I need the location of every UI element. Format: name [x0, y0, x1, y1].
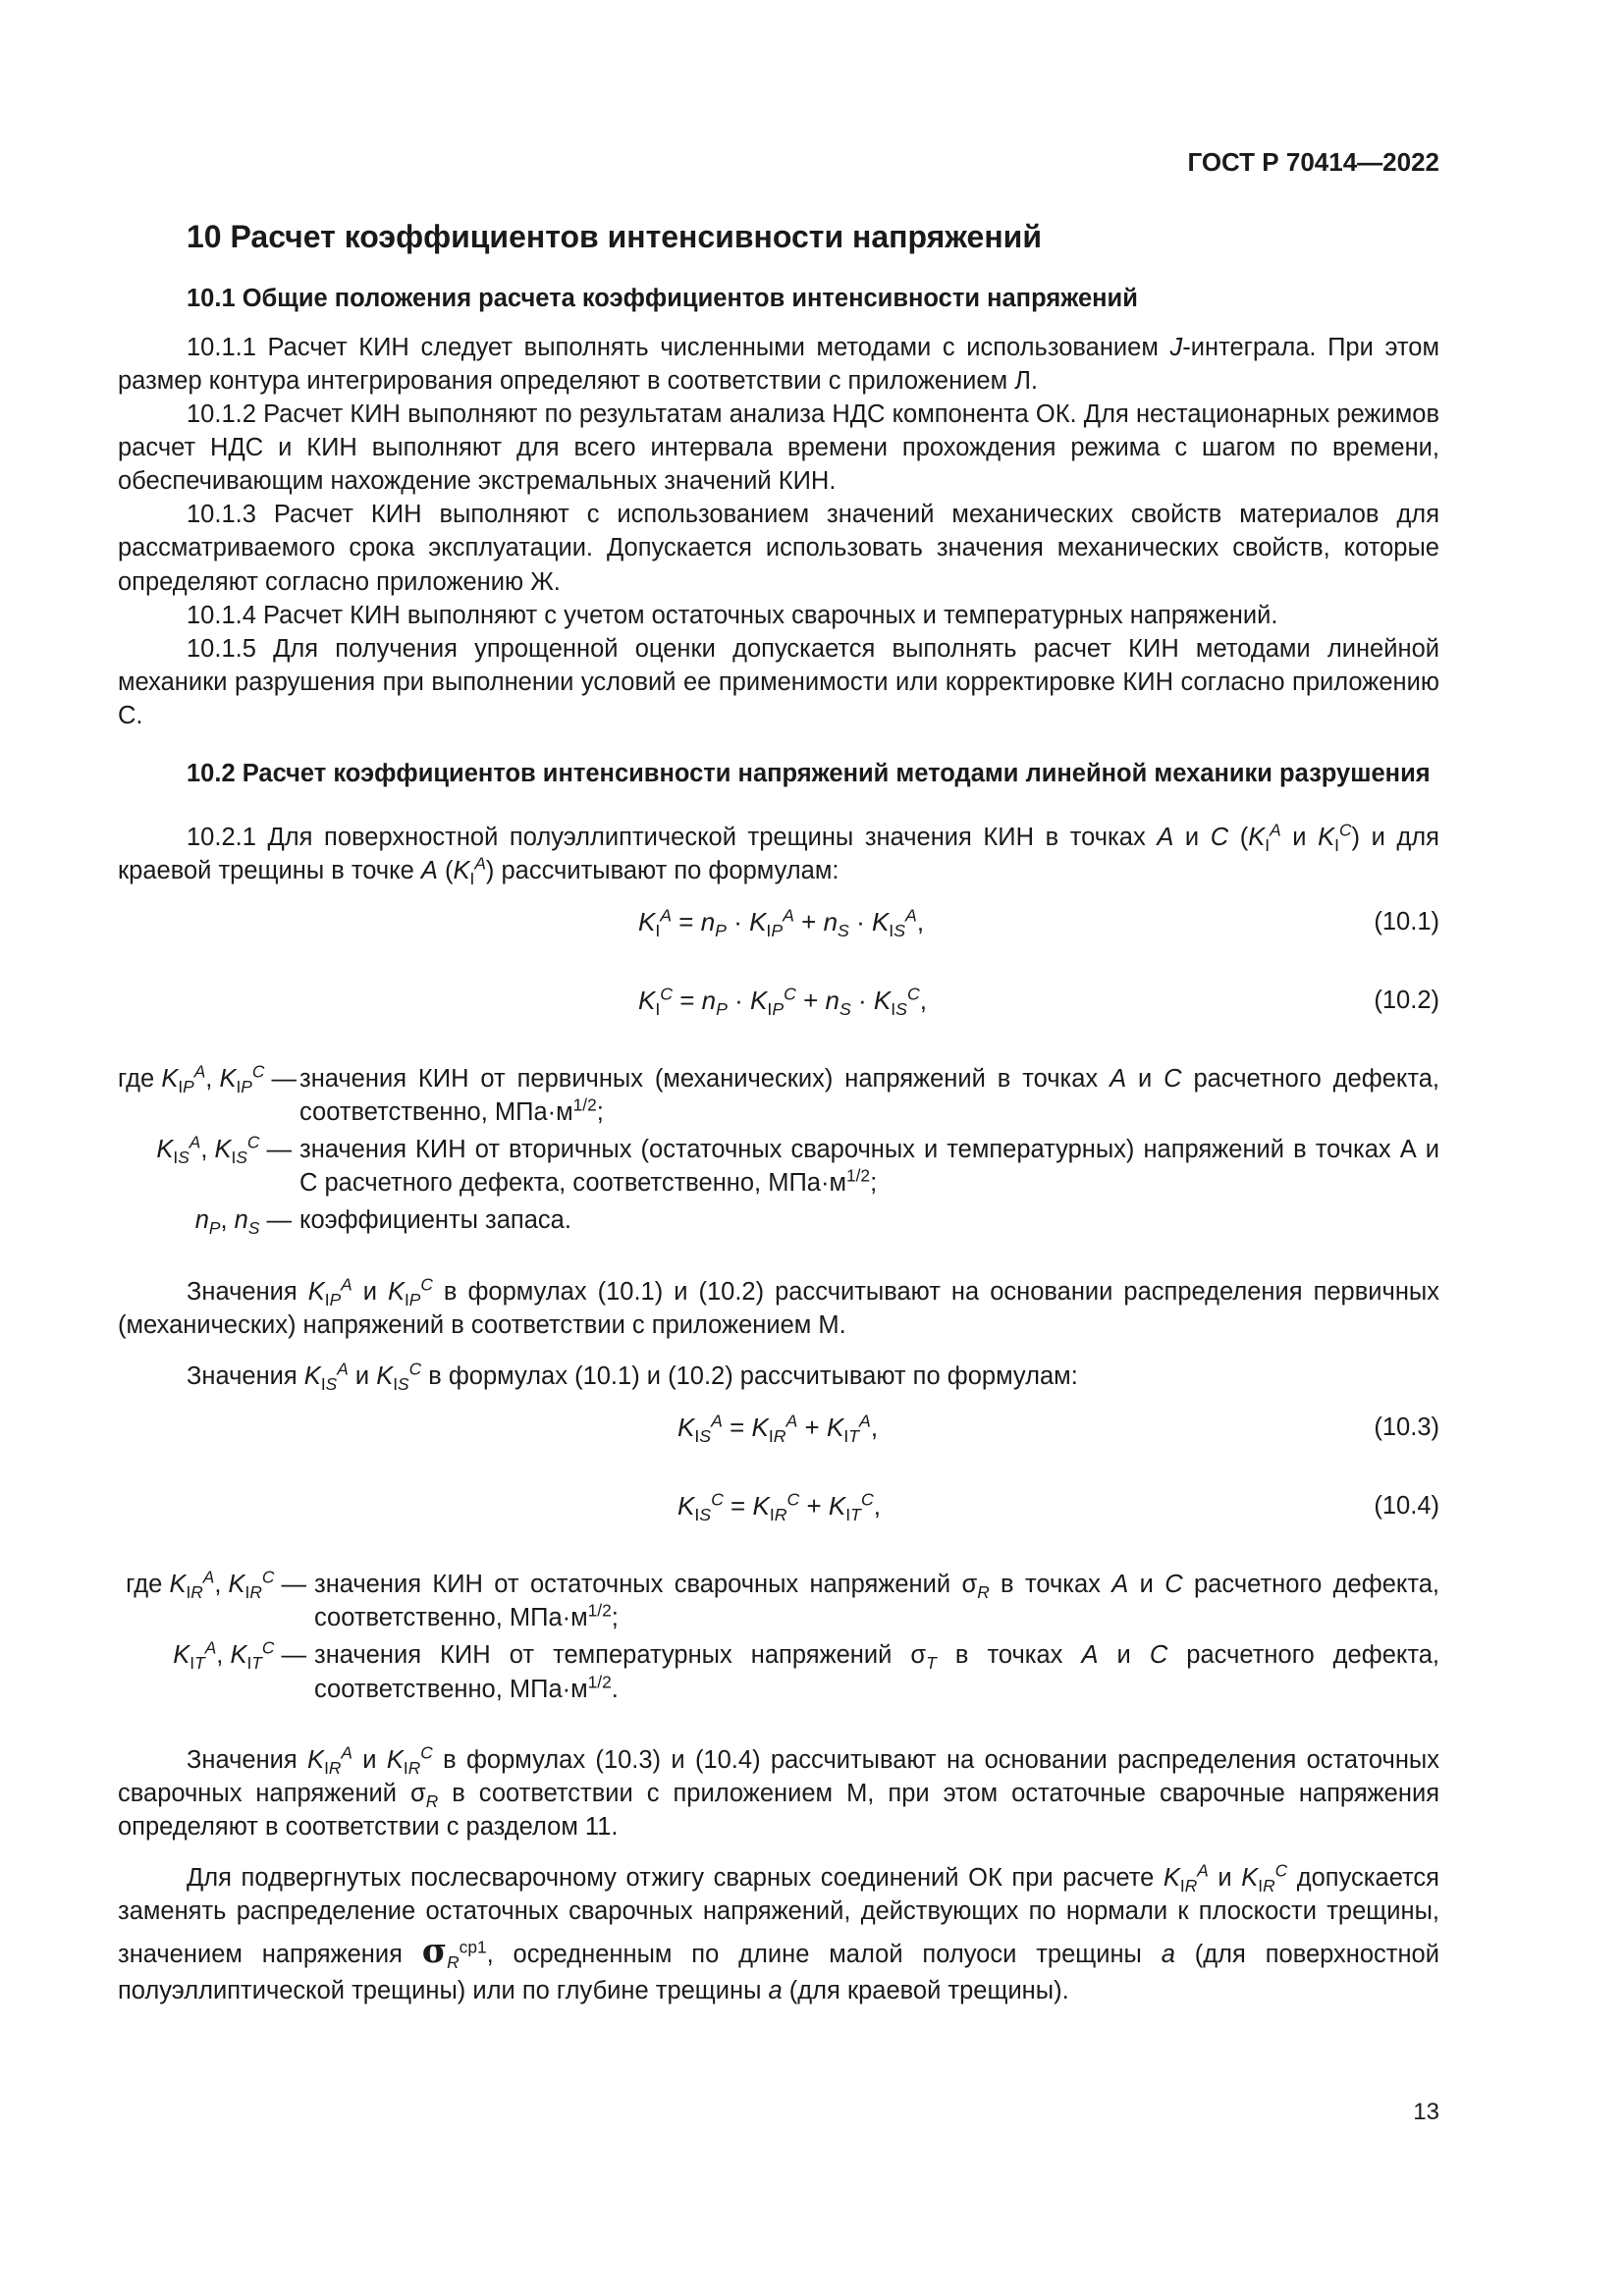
- where-description: значения КИН от первичных (механических) напряжений в точках A и C расчетного дефекта, соответственно, $МПа\cdot м^{1/2}$;: [299, 1064, 1439, 1127]
- formula-expression: $K_I^C = n_P \cdot K_{IP}^C + n_S \cdot K_{IS}^C$,: [638, 984, 927, 1020]
- where-symbol: $K_{IS}^A$, $K_{IS}^C$ —: [156, 1132, 292, 1168]
- formula-number: (10.2): [1374, 986, 1439, 1014]
- formula-expression: $K_{IS}^C = K_{IR}^C + K_{IT}^C$,: [677, 1489, 881, 1525]
- formula-expression: $K_I^A = n_P \cdot K_{IP}^A + n_S \cdot K_{IS}^A$,: [638, 905, 925, 941]
- paragraph-10-1-4: 10.1.4 Расчет КИН выполняют с учетом остаточных сварочных и температурных напряжений.: [187, 601, 1278, 629]
- paragraph-kip-values: Значения $K_{IP}^A$ и $K_{IP}^C$ в формулах (10.1) и (10.2) рассчитывают на основании распределения первичных (механических) напряжений в соответствии с приложением М.: [118, 1274, 1439, 1339]
- formula-10-3: [118, 1411, 1439, 1456]
- paragraph-10-1-3: 10.1.3 Расчет КИН выполняют с использованием значений механических свойств материалов для рассматриваемого срока эксплуатации. Допускается использовать значения механических свойств, которые определяют согласно приложению Ж.: [118, 501, 1439, 596]
- paragraph-10-1-2: 10.1.2 Расчет КИН выполняют по результатам анализа НДС компонента ОК. Для нестационарных режимов расчет НДС и КИН выполняют для всего интервала времени прохождения режима с шагом по времени, обеспечивающим нахождение экстремальных значений КИН.: [118, 400, 1439, 496]
- where-symbol: $K_{IT}^A$, $K_{IT}^C$ —: [173, 1637, 306, 1674]
- formula-number: (10.3): [1374, 1414, 1439, 1442]
- where-description: коэффициенты запаса.: [299, 1206, 571, 1235]
- where-list-1: [118, 1062, 1439, 1242]
- paragraph-10-1-1: 10.1.1 Расчет КИН следует выполнять численными методами с использованием J-интеграла. При этом размер контура интегрирования определяют в соответствии с приложением Л.: [118, 333, 1440, 395]
- section-title: 10 Расчет коэффициентов интенсивности напряжений: [187, 219, 1042, 254]
- where-description: значения КИН от температурных напряжений $\sigma_T$ в точках A и C расчетного дефекта, соответственно, $МПа\cdot м^{1/2}$.: [314, 1641, 1440, 1703]
- where-description: значения КИН от остаточных сварочных напряжений $\sigma_R$ в точках A и C расчетного дефекта, соответственно, $МПа\cdot м^{1/2}$;: [314, 1571, 1440, 1632]
- formula-10-1: [118, 905, 1439, 950]
- paragraph-kir-values: Значения $K_{IR}^A$ и $K_{IR}^C$ в формулах (10.3) и (10.4) рассчитывают на основании распределения остаточных сварочных напряжений $\sigma_R$ в соответствии с приложением М, при этом остаточные сварочные напряжения определяют в соответствии с разделом 11.: [118, 1742, 1439, 1842]
- where-symbol: где $K_{IP}^A$, $K_{IP}^C$ —: [118, 1061, 297, 1096]
- document-code: ГОСТ Р 70414—2022: [1187, 147, 1439, 177]
- formula-number: (10.4): [1374, 1492, 1439, 1521]
- paragraph-annealing: Для подвергнутых послесварочному отжигу сварных соединений ОК при расчете $K_{IR}^A$ и $K_{IR}^C$ допускается заменять распределение остаточных сварочных напряжений, действующих по нормали к плоскости трещины, значением напряжения $\sigma_R^{ср1}$, осредненным по длине малой полуоси трещины a (для поверхностной полуэллиптической трещины) или по глубине трещины a (для краевой трещины).: [118, 1860, 1439, 2004]
- formula-number: (10.1): [1374, 907, 1439, 935]
- paragraph-10-1-5: 10.1.5 Для получения упрощенной оценки допускается выполнять расчет КИН методами линейной механики разрушения при выполнении условий ее применимости или корректировке КИН согласно приложению С.: [118, 634, 1439, 730]
- page-number: 13: [1413, 2099, 1439, 2125]
- formula-expression: $K_{IS}^A = K_{IR}^A + K_{IT}^A$,: [677, 1411, 879, 1447]
- page-content: [118, 218, 1439, 2007]
- formula-10-4: [118, 1489, 1439, 1534]
- paragraph-10-2-1: 10.2.1 Для поверхностной полуэллиптической трещины значения КИН в точках A и C ($K_I^A$ и $K_I^C$) и для краевой трещины в точке A $(K_I^A)$ рассчитывают по формулам:: [118, 820, 1439, 888]
- where-description: значения КИН от вторичных (остаточных сварочных и температурных) напряжений в точках А и С расчетного дефекта, соответственно, $МПа\cdot м^{1/2}$;: [299, 1136, 1439, 1198]
- where-symbol: $n_P$, $n_S$ —: [194, 1206, 292, 1239]
- formula-10-2: [118, 984, 1439, 1029]
- subsection-title-10-2: 10.2 Расчет коэффициентов интенсивности напряжений методами линейной механики разрушения: [187, 760, 1431, 788]
- subsection-title-10-1: 10.1 Общие положения расчета коэффициентов интенсивности напряжений: [187, 285, 1138, 313]
- paragraph-kis-values: Значения $K_{IS}^A$ и $K_{IS}^C$ в формулах (10.1) и (10.2) рассчитывают по формулам:: [187, 1359, 1078, 1395]
- where-symbol: где $K_{IR}^A$, $K_{IR}^C$ —: [126, 1567, 306, 1603]
- where-list-2: [118, 1568, 1439, 1710]
